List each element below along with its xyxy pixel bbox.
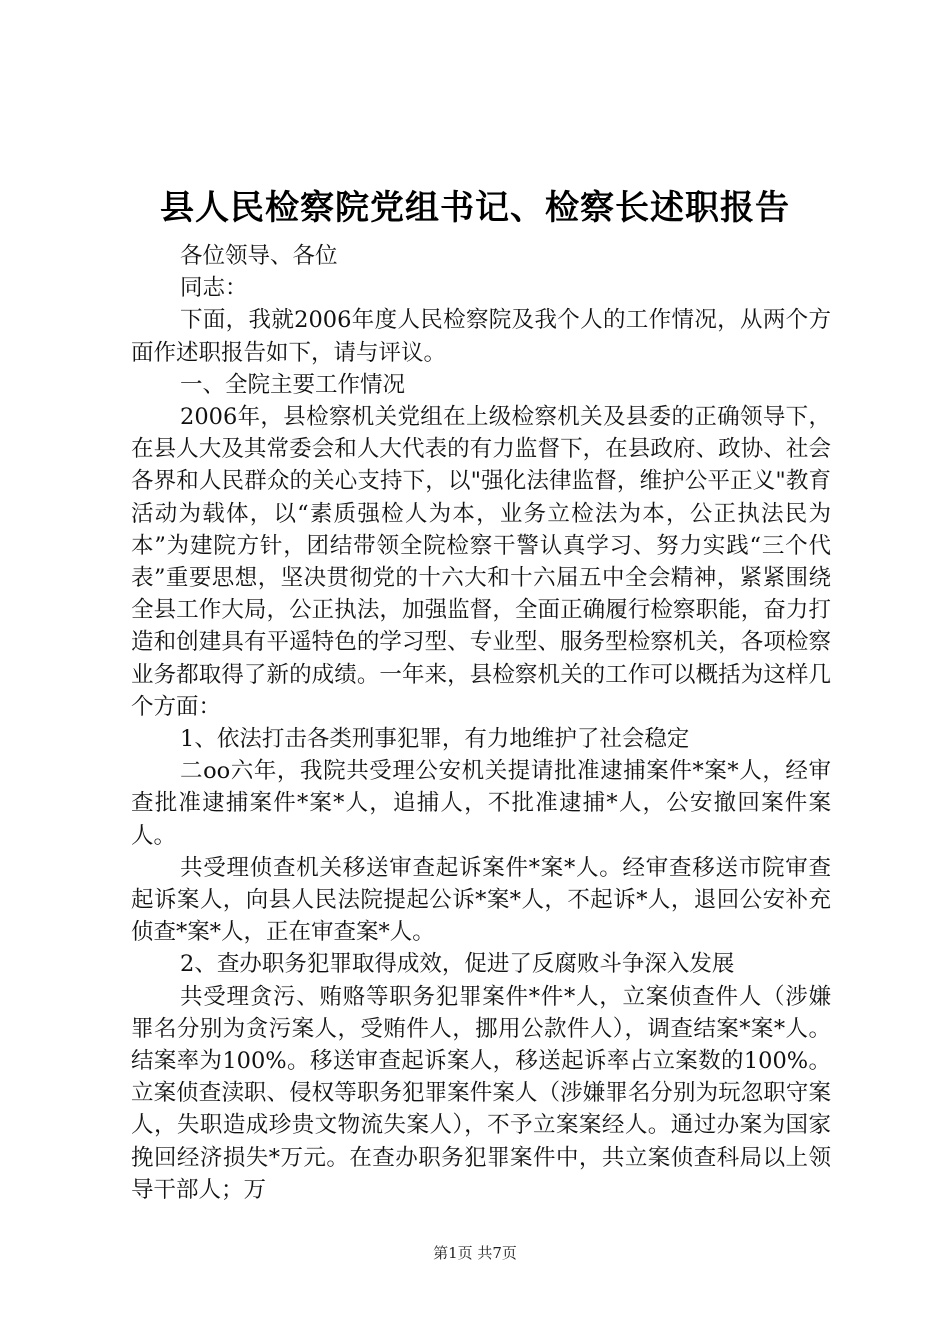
prosecution-cases-paragraph: 共受理侦查机关移送审查起诉案件*案*人。经审查移送市院审查起诉案人，向县人民法院提起公诉*案*人，不起诉*人，退回公安补充侦查*案*人，正在审查案*人。 (131, 854, 831, 946)
salutation-line-1: 各位领导、各位 (180, 243, 338, 269)
arrest-cases-paragraph: 二oo六年，我院共受理公安机关提请批准逮捕案件*案*人，经审查批准逮捕案件*案*人，追捕人，不批准逮捕*人，公安撤回案件案人。 (131, 758, 831, 849)
document-title: 县人民检察院党组书记、检察长述职报告 (160, 188, 790, 228)
section-heading-1: 一、全院主要工作情况 (180, 371, 406, 398)
subheading-2: 2、查办职务犯罪取得成效，促进了反腐败斗争深入发展 (180, 951, 735, 978)
duty-crime-paragraph: 共受理贪污、贿赂等职务犯罪案件*件*人，立案侦查件人（涉嫌罪名分别为贪污案人，受贿件人，挪用公款件人），调查结案*案*人。结案率为100%。移送审查起诉案人，移送起诉率占立案数的100%。立案侦查渎职、侵权等职务犯罪案件案人（涉嫌罪名分别为玩忽职守案人，失职造成珍贵文物流失案人），不予立案案经人。通过办案为国家挽回经济损失*万元。在查办职务犯罪案件中，共立案侦查科局以上领导干部人；万 (131, 983, 831, 1203)
document-body (131, 240, 831, 1206)
intro-paragraph: 下面，我就2006年度人民检察院及我个人的工作情况，从两个方面作述职报告如下，请与评议。 (131, 307, 831, 366)
salutation-line-2: 同志： (180, 275, 248, 302)
subheading-1: 1、依法打击各类刑事犯罪，有力地维护了社会稳定 (180, 726, 690, 753)
overview-paragraph: 2006年，县检察机关党组在上级检察机关及县委的正确领导下，在县人大及其常委会和人大代表的有力监督下，在县政府、政协、社会各界和人民群众的关心支持下，以"强化法律监督，维护公平正义"教育活动为载体，以“素质强检人为本，业务立检法为本，公正执法民为本”为建院方针，团结带领全院检察干警认真学习、努力实践“三个代表”重要思想，坚决贯彻党的十六大和十六届五中全会精神，紧紧围绕全县工作大局，公正执法，加强监督，全面正确履行检察职能，奋力打造和创建具有平遥特色的学习型、专业型、服务型检察机关，各项检察业务都取得了新的成绩。一年来，县检察机关的工作可以概括为这样几个方面： (131, 404, 831, 720)
page-footer: 第1页 共7页 (433, 1244, 517, 1262)
